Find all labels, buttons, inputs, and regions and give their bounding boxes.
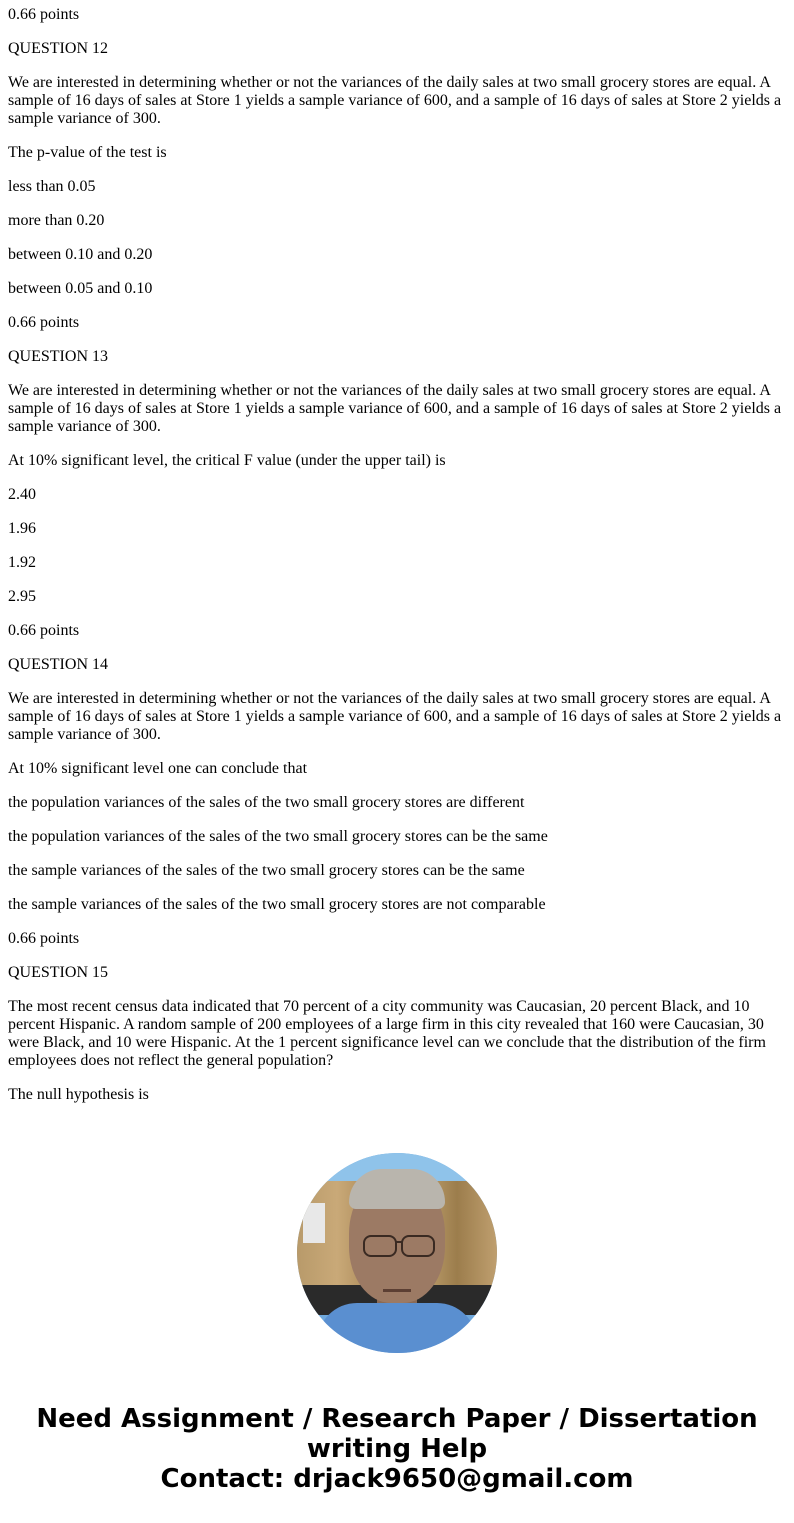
glasses-icon — [363, 1235, 397, 1257]
question-14-option[interactable]: the population variances of the sales of the two small grocery stores are different — [8, 794, 525, 811]
promo-banner — [0, 1404, 794, 1494]
avatar-switchboard — [303, 1203, 325, 1243]
points-label: 0.66 points — [8, 930, 80, 947]
question-14-option[interactable]: the sample variances of the sales of the two small grocery stores are not comparable — [8, 896, 546, 913]
question-13-stem: We are interested in determining whether or not the variances of the daily sales at two small grocery stores are equal. A sample of 16 days of sales at Store 1 yields a sample variance of 600, and a sample of 16 days of sales at Store 2 yields a sample variance of 300. — [8, 382, 782, 435]
question-12-prompt: The p-value of the test is — [8, 144, 167, 161]
question-12-option[interactable]: between 0.10 and 0.20 — [8, 246, 153, 263]
question-15-title: QUESTION 15 — [8, 964, 108, 981]
question-12-option[interactable]: between 0.05 and 0.10 — [8, 280, 153, 297]
avatar-mouth — [383, 1289, 411, 1292]
question-15-stem: The most recent census data indicated that 70 percent of a city community was Caucasian, 20 percent Black, and 10 percent Hispanic. A random sample of 200 employees of a large firm in this city revealed that 160 were Caucasian, 30 were Black, and 10 were Hispanic. At the 1 percent significance level can we conclude that the distribution of the firm employees does not reflect the general population? — [8, 998, 766, 1069]
question-12-stem: We are interested in determining whether or not the variances of the daily sales at two small grocery stores are equal. A sample of 16 days of sales at Store 1 yields a sample variance of 600, and a sample of 16 days of sales at Store 2 yields a sample variance of 300. — [8, 74, 782, 127]
document-body — [8, 0, 786, 1120]
avatar-shirt — [317, 1303, 477, 1353]
question-15-prompt: The null hypothesis is — [8, 1086, 149, 1103]
question-14-title: QUESTION 14 — [8, 656, 108, 673]
question-14-stem: We are interested in determining whether or not the variances of the daily sales at two small grocery stores are equal. A sample of 16 days of sales at Store 1 yields a sample variance of 600, and a sample of 16 days of sales at Store 2 yields a sample variance of 300. — [8, 690, 782, 743]
avatar-hair — [349, 1169, 445, 1209]
question-13-option[interactable]: 2.95 — [8, 588, 36, 605]
points-label: 0.66 points — [8, 314, 80, 331]
question-13-prompt: At 10% significant level, the critical F value (under the upper tail) is — [8, 452, 446, 469]
glasses-bridge — [395, 1241, 403, 1243]
question-14-option[interactable]: the population variances of the sales of the two small grocery stores can be the same — [8, 828, 548, 845]
question-12-option[interactable]: more than 0.20 — [8, 212, 105, 229]
question-14-option[interactable]: the sample variances of the sales of the two small grocery stores can be the same — [8, 862, 525, 879]
glasses-icon — [401, 1235, 435, 1257]
question-13-option[interactable]: 1.96 — [8, 520, 36, 537]
promo-contact: Contact: drjack9650@gmail.com — [160, 1464, 634, 1494]
points-label: 0.66 points — [8, 622, 80, 639]
question-13-title: QUESTION 13 — [8, 348, 108, 365]
question-13-option[interactable]: 1.92 — [8, 554, 36, 571]
points-label: 0.66 points — [8, 6, 80, 23]
question-12-title: QUESTION 12 — [8, 40, 108, 57]
question-12-option[interactable]: less than 0.05 — [8, 178, 96, 195]
promo-line-1: Need Assignment / Research Paper / Dissertation — [36, 1404, 758, 1434]
question-13-option[interactable]: 2.40 — [8, 486, 36, 503]
question-14-prompt: At 10% significant level one can conclude that — [8, 760, 308, 777]
promo-line-2: writing Help — [306, 1434, 488, 1464]
author-avatar — [297, 1153, 497, 1353]
